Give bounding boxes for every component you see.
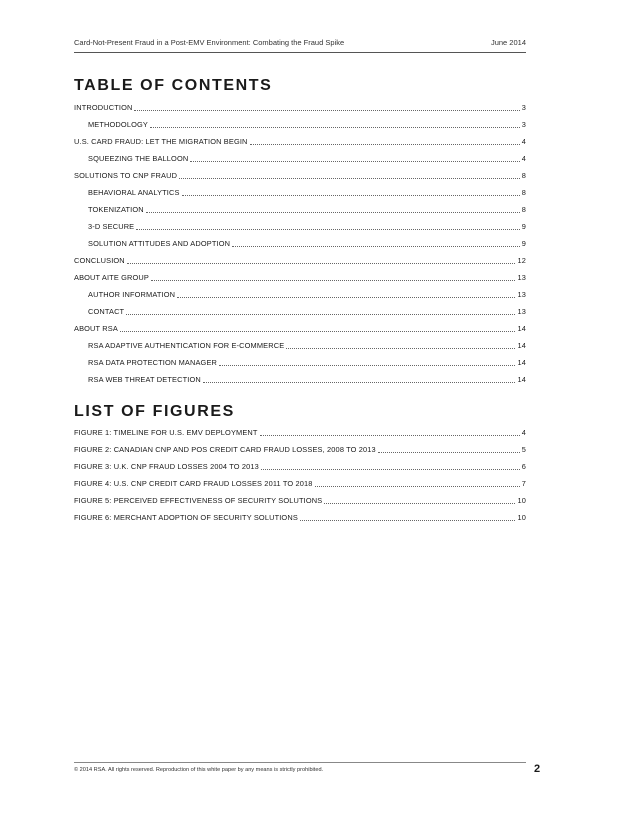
dot-leader xyxy=(136,229,519,230)
toc-entry[interactable] xyxy=(74,255,526,266)
toc-entry-label: INTRODUCTION xyxy=(74,103,133,112)
toc-entry[interactable] xyxy=(74,170,526,181)
toc-entry[interactable] xyxy=(74,340,526,351)
toc-entry-page: 14 xyxy=(517,375,526,384)
toc-entry-page: 8 xyxy=(521,171,526,180)
toc-entry[interactable] xyxy=(74,221,526,232)
toc-entry[interactable] xyxy=(74,136,526,147)
toc-entry-page: 14 xyxy=(517,324,526,333)
toc-entry[interactable] xyxy=(74,272,526,283)
toc-entry-label: ABOUT RSA xyxy=(74,324,118,333)
lof-entry-page: 10 xyxy=(517,513,526,522)
toc-entry-page: 13 xyxy=(517,273,526,282)
lof-entry-label: FIGURE 4: U.S. CNP CREDIT CARD FRAUD LOSSES 2011 TO 2018 xyxy=(74,479,313,488)
toc-entry-label: U.S. CARD FRAUD: LET THE MIGRATION BEGIN xyxy=(74,137,248,146)
toc-entry[interactable] xyxy=(74,374,526,385)
lof-entry[interactable] xyxy=(74,444,526,455)
lof-entry[interactable] xyxy=(74,461,526,472)
footer-divider xyxy=(74,762,526,763)
toc-entry-label: TOKENIZATION xyxy=(88,205,144,214)
dot-leader xyxy=(315,486,520,487)
toc-entry[interactable] xyxy=(74,238,526,249)
page-header xyxy=(74,38,526,52)
dot-leader xyxy=(300,520,516,521)
toc-entry-page: 13 xyxy=(517,307,526,316)
lof-heading: LIST OF FIGURES xyxy=(74,403,235,420)
dot-leader xyxy=(260,435,520,436)
page-number: 2 xyxy=(534,763,541,775)
dot-leader xyxy=(150,127,520,128)
dot-leader xyxy=(190,161,519,162)
toc-entry-page: 4 xyxy=(521,137,526,146)
dot-leader xyxy=(179,178,520,179)
dot-leader xyxy=(261,469,520,470)
lof-entry[interactable] xyxy=(74,427,526,438)
toc-entry-page: 9 xyxy=(521,222,526,231)
lof-entry[interactable] xyxy=(74,512,526,523)
header-divider xyxy=(74,52,526,53)
toc-entry[interactable] xyxy=(74,153,526,164)
toc-entry-label: AUTHOR INFORMATION xyxy=(88,290,176,299)
toc-entry-label: RSA WEB THREAT DETECTION xyxy=(88,375,201,384)
toc-entry[interactable] xyxy=(74,357,526,368)
dot-leader xyxy=(146,212,520,213)
toc-entry-page: 8 xyxy=(521,205,526,214)
lof-entry-page: 4 xyxy=(521,428,526,437)
toc-entry[interactable] xyxy=(74,289,526,300)
dot-leader xyxy=(126,314,515,315)
toc-entry-label: RSA ADAPTIVE AUTHENTICATION FOR E-COMMERCE xyxy=(88,341,285,350)
lof-entry-label: FIGURE 1: TIMELINE FOR U.S. EMV DEPLOYMENT xyxy=(74,428,258,437)
toc-entry-label: CONTACT xyxy=(88,307,125,316)
toc-entry[interactable] xyxy=(74,306,526,317)
toc-entry-label: 3-D SECURE xyxy=(88,222,135,231)
toc-entry-label: SQUEEZING THE BALLOON xyxy=(88,154,189,163)
toc-entry-page: 12 xyxy=(517,256,526,265)
dot-leader xyxy=(250,144,520,145)
dot-leader xyxy=(219,365,515,366)
toc-entry-label: BEHAVIORAL ANALYTICS xyxy=(88,188,180,197)
lof-entry-label: FIGURE 5: PERCEIVED EFFECTIVENESS OF SECURITY SOLUTIONS xyxy=(74,496,323,505)
dot-leader xyxy=(120,331,516,332)
lof-entry-page: 10 xyxy=(517,496,526,505)
lof-entry[interactable] xyxy=(74,495,526,506)
lof-entry-label: FIGURE 6: MERCHANT ADOPTION OF SECURITY SOLUTIONS xyxy=(74,513,298,522)
dot-leader xyxy=(324,503,515,504)
footer-copyright: © 2014 RSA. All rights reserved. Reproduction of this white paper by any means is strictly prohibited. xyxy=(74,767,324,773)
lof-entry-page: 6 xyxy=(521,462,526,471)
toc-entry-page: 3 xyxy=(521,120,526,129)
toc-entry-page: 3 xyxy=(521,103,526,112)
toc-entry[interactable] xyxy=(74,102,526,113)
toc-entry[interactable] xyxy=(74,323,526,334)
lof-entry-page: 5 xyxy=(521,445,526,454)
dot-leader xyxy=(232,246,520,247)
dot-leader xyxy=(151,280,516,281)
dot-leader xyxy=(203,382,516,383)
toc-entry-label: ABOUT AITE GROUP xyxy=(74,273,149,282)
dot-leader xyxy=(134,110,519,111)
toc-entry-label: RSA DATA PROTECTION MANAGER xyxy=(88,358,218,367)
toc-entry-page: 14 xyxy=(517,341,526,350)
document-title: Card-Not-Present Fraud in a Post-EMV Environment: Combating the Fraud Spike xyxy=(74,38,345,47)
toc-entry[interactable] xyxy=(74,119,526,130)
toc-entry-label: CONCLUSION xyxy=(74,256,125,265)
toc-entry-page: 9 xyxy=(521,239,526,248)
dot-leader xyxy=(182,195,520,196)
lof-entry-label: FIGURE 3: U.K. CNP FRAUD LOSSES 2004 TO 2013 xyxy=(74,462,259,471)
document-date: June 2014 xyxy=(490,38,526,47)
dot-leader xyxy=(127,263,516,264)
toc-entry-page: 4 xyxy=(521,154,526,163)
toc-entry-page: 8 xyxy=(521,188,526,197)
toc-entry[interactable] xyxy=(74,187,526,198)
toc-entry-page: 14 xyxy=(517,358,526,367)
dot-leader xyxy=(177,297,515,298)
dot-leader xyxy=(378,452,520,453)
toc-entry-page: 13 xyxy=(517,290,526,299)
toc-entry-label: SOLUTION ATTITUDES AND ADOPTION xyxy=(88,239,231,248)
lof-entry-page: 7 xyxy=(521,479,526,488)
toc-entry-label: METHODOLOGY xyxy=(88,120,148,129)
toc-entry-label: SOLUTIONS TO CNP FRAUD xyxy=(74,171,178,180)
lof-entry-label: FIGURE 2: CANADIAN CNP AND POS CREDIT CARD FRAUD LOSSES, 2008 TO 2013 xyxy=(74,445,376,454)
toc-entry[interactable] xyxy=(74,204,526,215)
lof-entry[interactable] xyxy=(74,478,526,489)
toc-heading: TABLE OF CONTENTS xyxy=(74,77,273,94)
dot-leader xyxy=(286,348,515,349)
